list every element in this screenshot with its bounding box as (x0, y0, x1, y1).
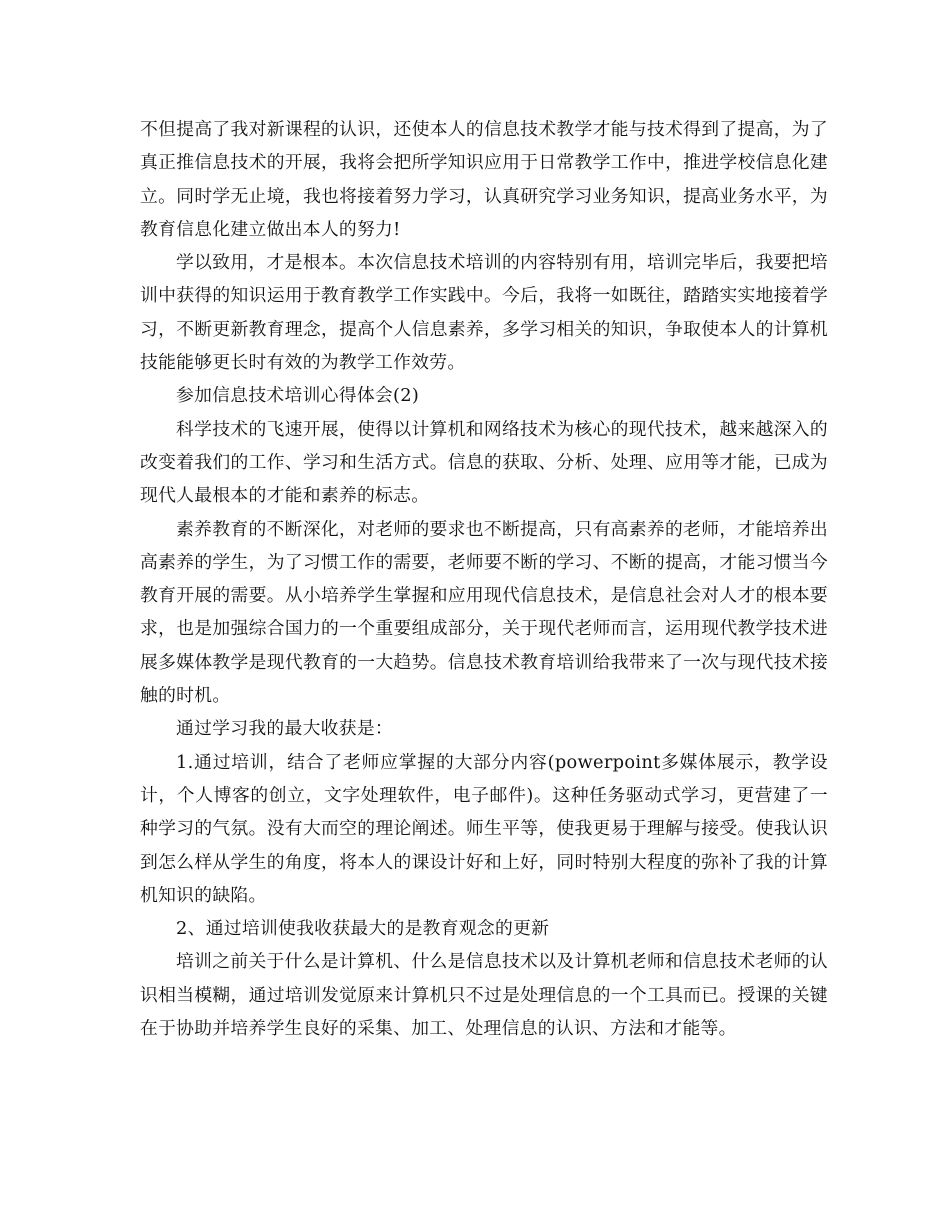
paragraph-gains-intro: 通过学习我的最大收获是： (176, 718, 393, 740)
paragraph-apply-learning: 学以致用，才是根本。本次信息技术培训的内容特别有用，培训完毕后，我要把培训中获得的知识运用于教育教学工作实践中。今后，我将一如既往，踏踏实实地接着学习，不断更新教育理念，提高个人信息素养，多学习相关的知识，争取使本人的计算机技能能够更长时有效的为教学工作效劳。 (140, 252, 828, 374)
paragraph-before-training: 培训之前关于什么是计算机、什么是信息技术以及计算机老师和信息技术老师的认识相当模糊，通过培训发觉原来计算机只不过是处理信息的一个工具而已。授课的关键在于协助并培养学生良好的采集、加工、处理信息的认识、方法和才能等。 (140, 951, 828, 1040)
document-body (140, 113, 828, 1045)
paragraph-continuation: 不但提高了我对新课程的认识，还使本人的信息技术教学才能与技术得到了提高，为了真正推信息技术的开展，我将会把所学知识应用于日常教学工作中，推进学校信息化建立。同时学无止境，我也将接着努力学习，认真研究学习业务知识，提高业务水平，为教育信息化建立做出本人的努力! (140, 119, 828, 240)
paragraph-tech-development: 科学技术的飞速开展，使得以计算机和网络技术为核心的现代技术，越来越深入的改变着我们的工作、学习和生活方式。信息的获取、分析、处理、应用等才能，已成为现代人最根本的才能和素养的标志。 (140, 418, 828, 507)
paragraph-quality-education: 素养教育的不断深化，对老师的要求也不断提高，只有高素养的老师，才能培养出高素养的学生，为了习惯工作的需要，老师要不断的学习、不断的提高，才能习惯当今教育开展的需要。从小培养学生掌握和应用现代信息技术，是信息社会对人才的根本要求，也是加强综合国力的一个重要组成部分，关于现代老师而言，运用现代教学技术进展多媒体教学是现代教育的一大趋势。信息技术教育培训给我带来了一次与现代技术接触的时机。 (140, 518, 828, 707)
paragraph-gain-2-heading: 2、通过培训使我收获最大的是教育观念的更新 (176, 918, 550, 940)
paragraph-gain-1: 1.通过培训，结合了老师应掌握的大部分内容(powerpoint多媒体展示，教学设计，个人博客的创立，文字处理软件，电子邮件)。这种任务驱动式学习，更营建了一种学习的气氛。没有大而空的理论阐述。师生平等，使我更易于理解与接受。使我认识到怎么样从学生的角度，将本人的课设计好和上好，同时特别大程度的弥补了我的计算机知识的缺陷。 (140, 751, 828, 906)
section-heading: 参加信息技术培训心得体会(2) (176, 385, 420, 407)
